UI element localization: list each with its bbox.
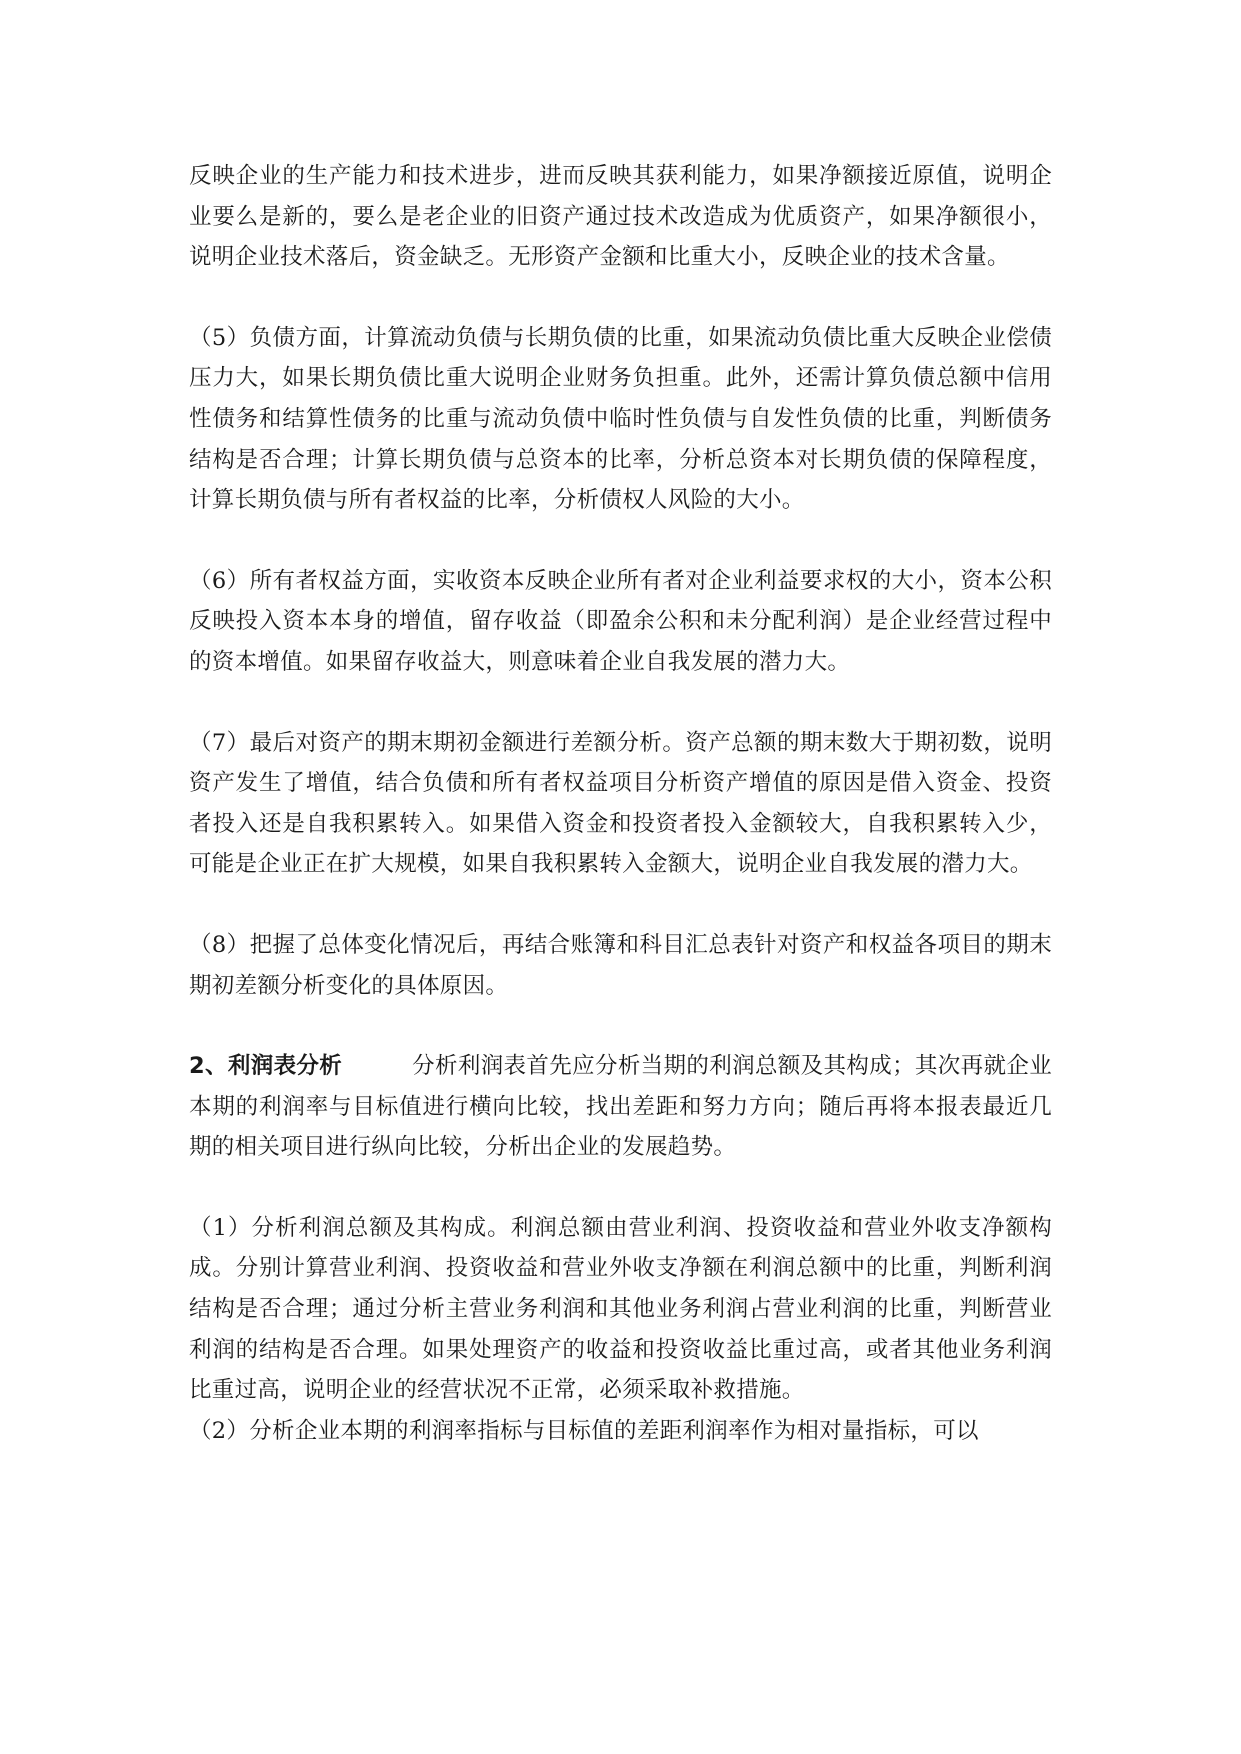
paragraph-asset-structure: 反映企业的生产能力和技术进步，进而反映其获利能力，如果净额接近原值，说明企业要么是新的，要么是老企业的旧资产通过技术改造成为优质资产，如果净额很小，说明企业技术落后，资金缺乏。无形资产金额和比重大小，反映企业的技术含量。 [189, 163, 1052, 271]
paragraph-profit-composition: （1）分析利润总额及其构成。利润总额由营业利润、投资收益和营业外收支净额构成。分别计算营业利润、投资收益和营业外收支净额在利润总额中的比重，判断利润结构是否合理；通过分析主营业务利润和其他业务利润占营业利润的比重，判断营业利润的结构是否合理。如果处理资产的收益和投资收益比重过高，或者其他业务利润比重过高，说明企业的经营状况不正常，必须采取补救措施。 [189, 1214, 1052, 1404]
income-statement-intro-text: 分析利润表首先应分析当期的利润总额及其构成；其次再就企业本期的利润率与目标值进行横向比较，找出差距和努力方向；随后再将本报表最近几期的相关项目进行纵向比较，分析出企业的发展趋势。 [189, 1053, 1052, 1161]
document-page [189, 156, 1052, 1451]
section-title-income-statement: 2、利润表分析 [189, 1053, 343, 1080]
paragraph-period-difference: （7）最后对资产的期末期初金额进行差额分析。资产总额的期末数大于期初数，说明资产发生了增值，结合负债和所有者权益项目分析资产增值的原因是借入资金、投资者投入还是自我积累转入。如果借入资金和投资者投入金额较大，自我积累转入少，可能是企业正在扩大规模，如果自我积累转入金额大，说明企业自我发展的潜力大。 [189, 729, 1052, 878]
paragraph-change-causes: （8）把握了总体变化情况后，再结合账簿和科目汇总表针对资产和权益各项目的期末期初差额分析变化的具体原因。 [189, 931, 1052, 999]
paragraph-liabilities: （5）负债方面，计算流动负债与长期负债的比重，如果流动负债比重大反映企业偿债压力大，如果长期负债比重大说明企业财务负担重。此外，还需计算负债总额中信用性债务和结算性债务的比重与流动负债中临时性负债与自发性负债的比重，判断债务结构是否合理；计算长期负债与总资本的比率，分析总资本对长期负债的保障程度，计算长期负债与所有者权益的比率，分析债权人风险的大小。 [189, 324, 1052, 514]
paragraph-income-statement-intro [189, 1046, 1052, 1168]
paragraph-owners-equity: （6）所有者权益方面，实收资本反映企业所有者对企业利益要求权的大小，资本公积反映投入资本本身的增值，留存收益（即盈余公积和未分配利润）是企业经营过程中的资本增值。如果留存收益大，则意味着企业自我发展的潜力大。 [189, 567, 1052, 675]
paragraph-profit-rate: （2）分析企业本期的利润率指标与目标值的差距利润率作为相对量指标，可以 [189, 1417, 979, 1444]
